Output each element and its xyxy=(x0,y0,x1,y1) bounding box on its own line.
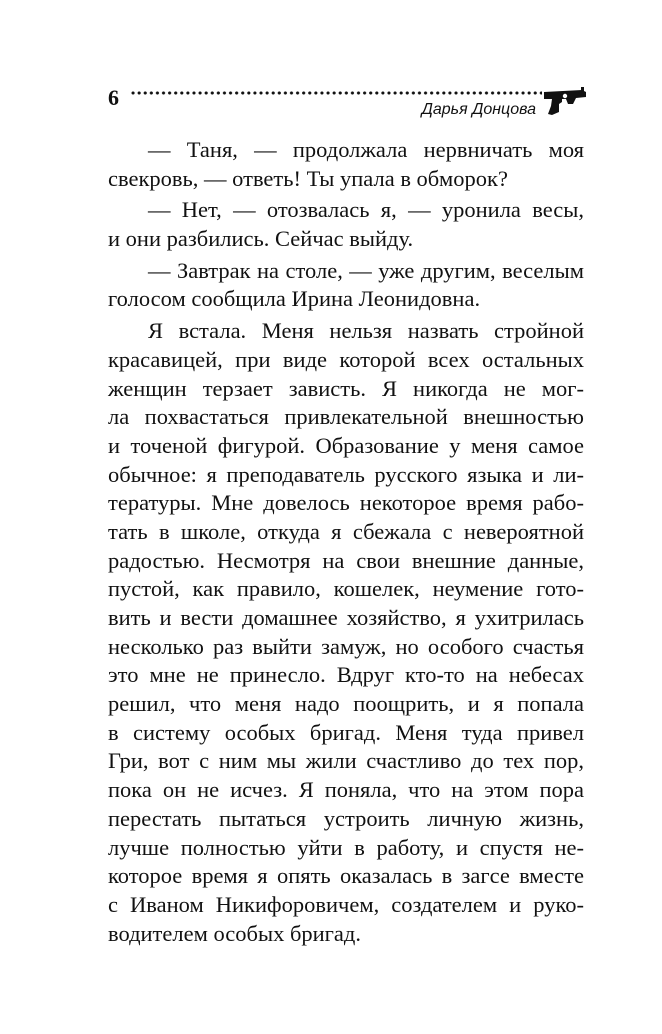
text-line: которое время я опять оказалась в загсе вместе xyxy=(108,863,584,889)
text-line: — Завтрак на столе, — уже другим, веселым xyxy=(148,257,584,283)
text-line: перестать пытаться устроить личную жизнь, xyxy=(108,805,584,831)
page-number: 6 xyxy=(108,85,119,110)
text-line: тать в школе, откуда я сбежала с невероятной xyxy=(108,518,584,544)
text-line: ла похвастаться привлекательной внешностью xyxy=(108,404,584,430)
paragraph xyxy=(108,317,584,948)
text-line: женщин терзает зависть. Я никогда не мог- xyxy=(108,375,584,401)
text-line: Я встала. Меня нельзя назвать стройной xyxy=(148,318,584,344)
paragraph xyxy=(108,196,584,253)
dotted-rule xyxy=(130,90,542,96)
text-line: несколько раз выйти замуж, но особого счастья xyxy=(108,633,584,659)
paragraph xyxy=(108,257,584,314)
pistol-icon xyxy=(542,84,588,116)
body-text xyxy=(108,136,584,948)
paragraph xyxy=(108,136,584,193)
text-line: лучше полностью уйти в работу, и спустя не- xyxy=(108,834,584,860)
text-line: это мне не принесло. Вдруг кто-то на небесах xyxy=(108,662,584,688)
text-line: с Иваном Никифоровичем, создателем и руко- xyxy=(108,891,584,917)
text-line: радостью. Несмотря на свои внешние данные, xyxy=(108,547,584,573)
running-header xyxy=(108,84,588,124)
author-name: Дарья Донцова xyxy=(421,101,536,118)
text-line: Гри, вот с ним мы жили счастливо до тех пор, xyxy=(108,748,584,774)
text-line: и точеной фигурой. Образование у меня самое xyxy=(108,432,584,458)
text-line: вить и вести домашнее хозяйство, я ухитрилась xyxy=(108,605,584,630)
text-line: — Таня, — продолжала нервничать моя xyxy=(148,137,584,162)
text-line: решил, что меня надо поощрить, и я попала xyxy=(108,691,584,717)
text-line: свекровь, — ответь! Ты упала в обморок? xyxy=(108,165,508,191)
text-line: и они разбились. Сейчас выйду. xyxy=(108,226,414,252)
text-line: обычное: я преподаватель русского языка и ли- xyxy=(108,461,584,487)
text-line: пока он не исчез. Я поняла, что на этом пора xyxy=(108,777,584,803)
text-line: пустой, как правило, кошелек, неумение гото- xyxy=(108,576,584,602)
text-line: водителем особых бригад. xyxy=(108,920,361,946)
text-line: — Нет, — отозвалась я, — уронила весы, xyxy=(148,197,584,223)
text-line: тературы. Мне довелось некоторое время рабо- xyxy=(108,490,584,516)
text-line: голосом сообщила Ирина Леонидовна. xyxy=(108,286,481,312)
text-line: в систему особых бригад. Меня туда привел xyxy=(108,719,584,745)
text-line: красавицей, при виде которой всех остальных xyxy=(108,346,584,372)
